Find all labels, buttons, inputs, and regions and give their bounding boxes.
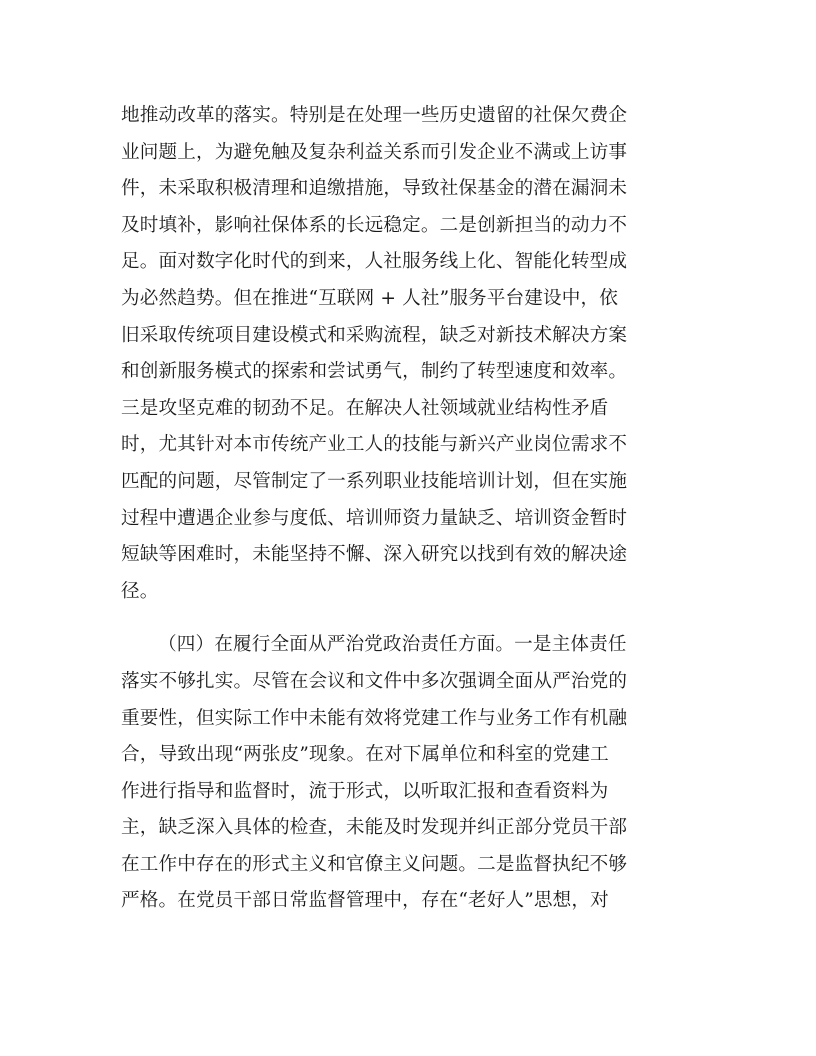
document-body <box>121 98 711 920</box>
text-line: 作进行指导和监督时，流于形式，以听取汇报和查看资料为 <box>121 780 609 802</box>
text-line: 合，导致出现“两张皮”现象。在对下属单位和科室的党建工 <box>121 744 609 766</box>
text-line: 短缺等困难时，未能坚持不懈、深入研究以找到有效的解决途 <box>121 544 628 566</box>
text-line: 业问题上，为避免触及复杂利益关系而引发企业不满或上访事 <box>121 141 628 163</box>
text-line-indented: （四）在履行全面从严治党政治责任方面。一是主体责任 <box>158 634 627 656</box>
text-line: 径。 <box>121 580 159 602</box>
text-line: 件，未采取积极清理和追缴措施，导致社保基金的潜在漏洞未 <box>121 178 628 200</box>
text-line: 在工作中存在的形式主义和官僚主义问题。二是监督执纪不够 <box>121 853 628 875</box>
text-line: 主，缺乏深入具体的检查，未能及时发现并纠正部分党员干部 <box>121 817 628 839</box>
text-line: 匹配的问题，尽管制定了一系列职业技能培训计划，但在实施 <box>121 470 628 492</box>
text-line: 过程中遭遇企业参与度低、培训师资力量缺乏、培训资金暂时 <box>121 507 628 529</box>
text-line: 旧采取传统项目建设模式和采购流程，缺乏对新技术解决方案 <box>121 324 628 346</box>
text-line: 地推动改革的落实。特别是在处理一些历史遗留的社保欠费企 <box>121 105 628 126</box>
text-line: 三是攻坚克难的韧劲不足。在解决人社领域就业结构性矛盾 <box>121 397 609 419</box>
text-line: 严格。在党员干部日常监督管理中，存在“老好人”思想，对 <box>121 890 609 912</box>
text-line: 落实不够扎实。尽管在会议和文件中多次强调全面从严治党的 <box>121 670 628 692</box>
text-line: 为必然趋势。但在推进“互联网 + 人社”服务平台建设中，依 <box>121 287 619 309</box>
text-line: 足。面对数字化时代的到来，人社服务线上化、智能化转型成 <box>121 251 628 273</box>
paragraph-continued <box>121 98 711 610</box>
paragraph-section-four <box>121 627 711 920</box>
text-line: 重要性，但实际工作中未能有效将党建工作与业务工作有机融 <box>121 707 628 729</box>
text-line: 时，尤其针对本市传统产业工人的技能与新兴产业岗位需求不 <box>121 434 628 456</box>
text-line: 和创新服务模式的探索和尝试勇气，制约了转型速度和效率。 <box>121 361 628 383</box>
text-line: 及时填补，影响社保体系的长远稳定。二是创新担当的动力不 <box>121 214 628 236</box>
paragraph-spacing <box>121 610 711 627</box>
